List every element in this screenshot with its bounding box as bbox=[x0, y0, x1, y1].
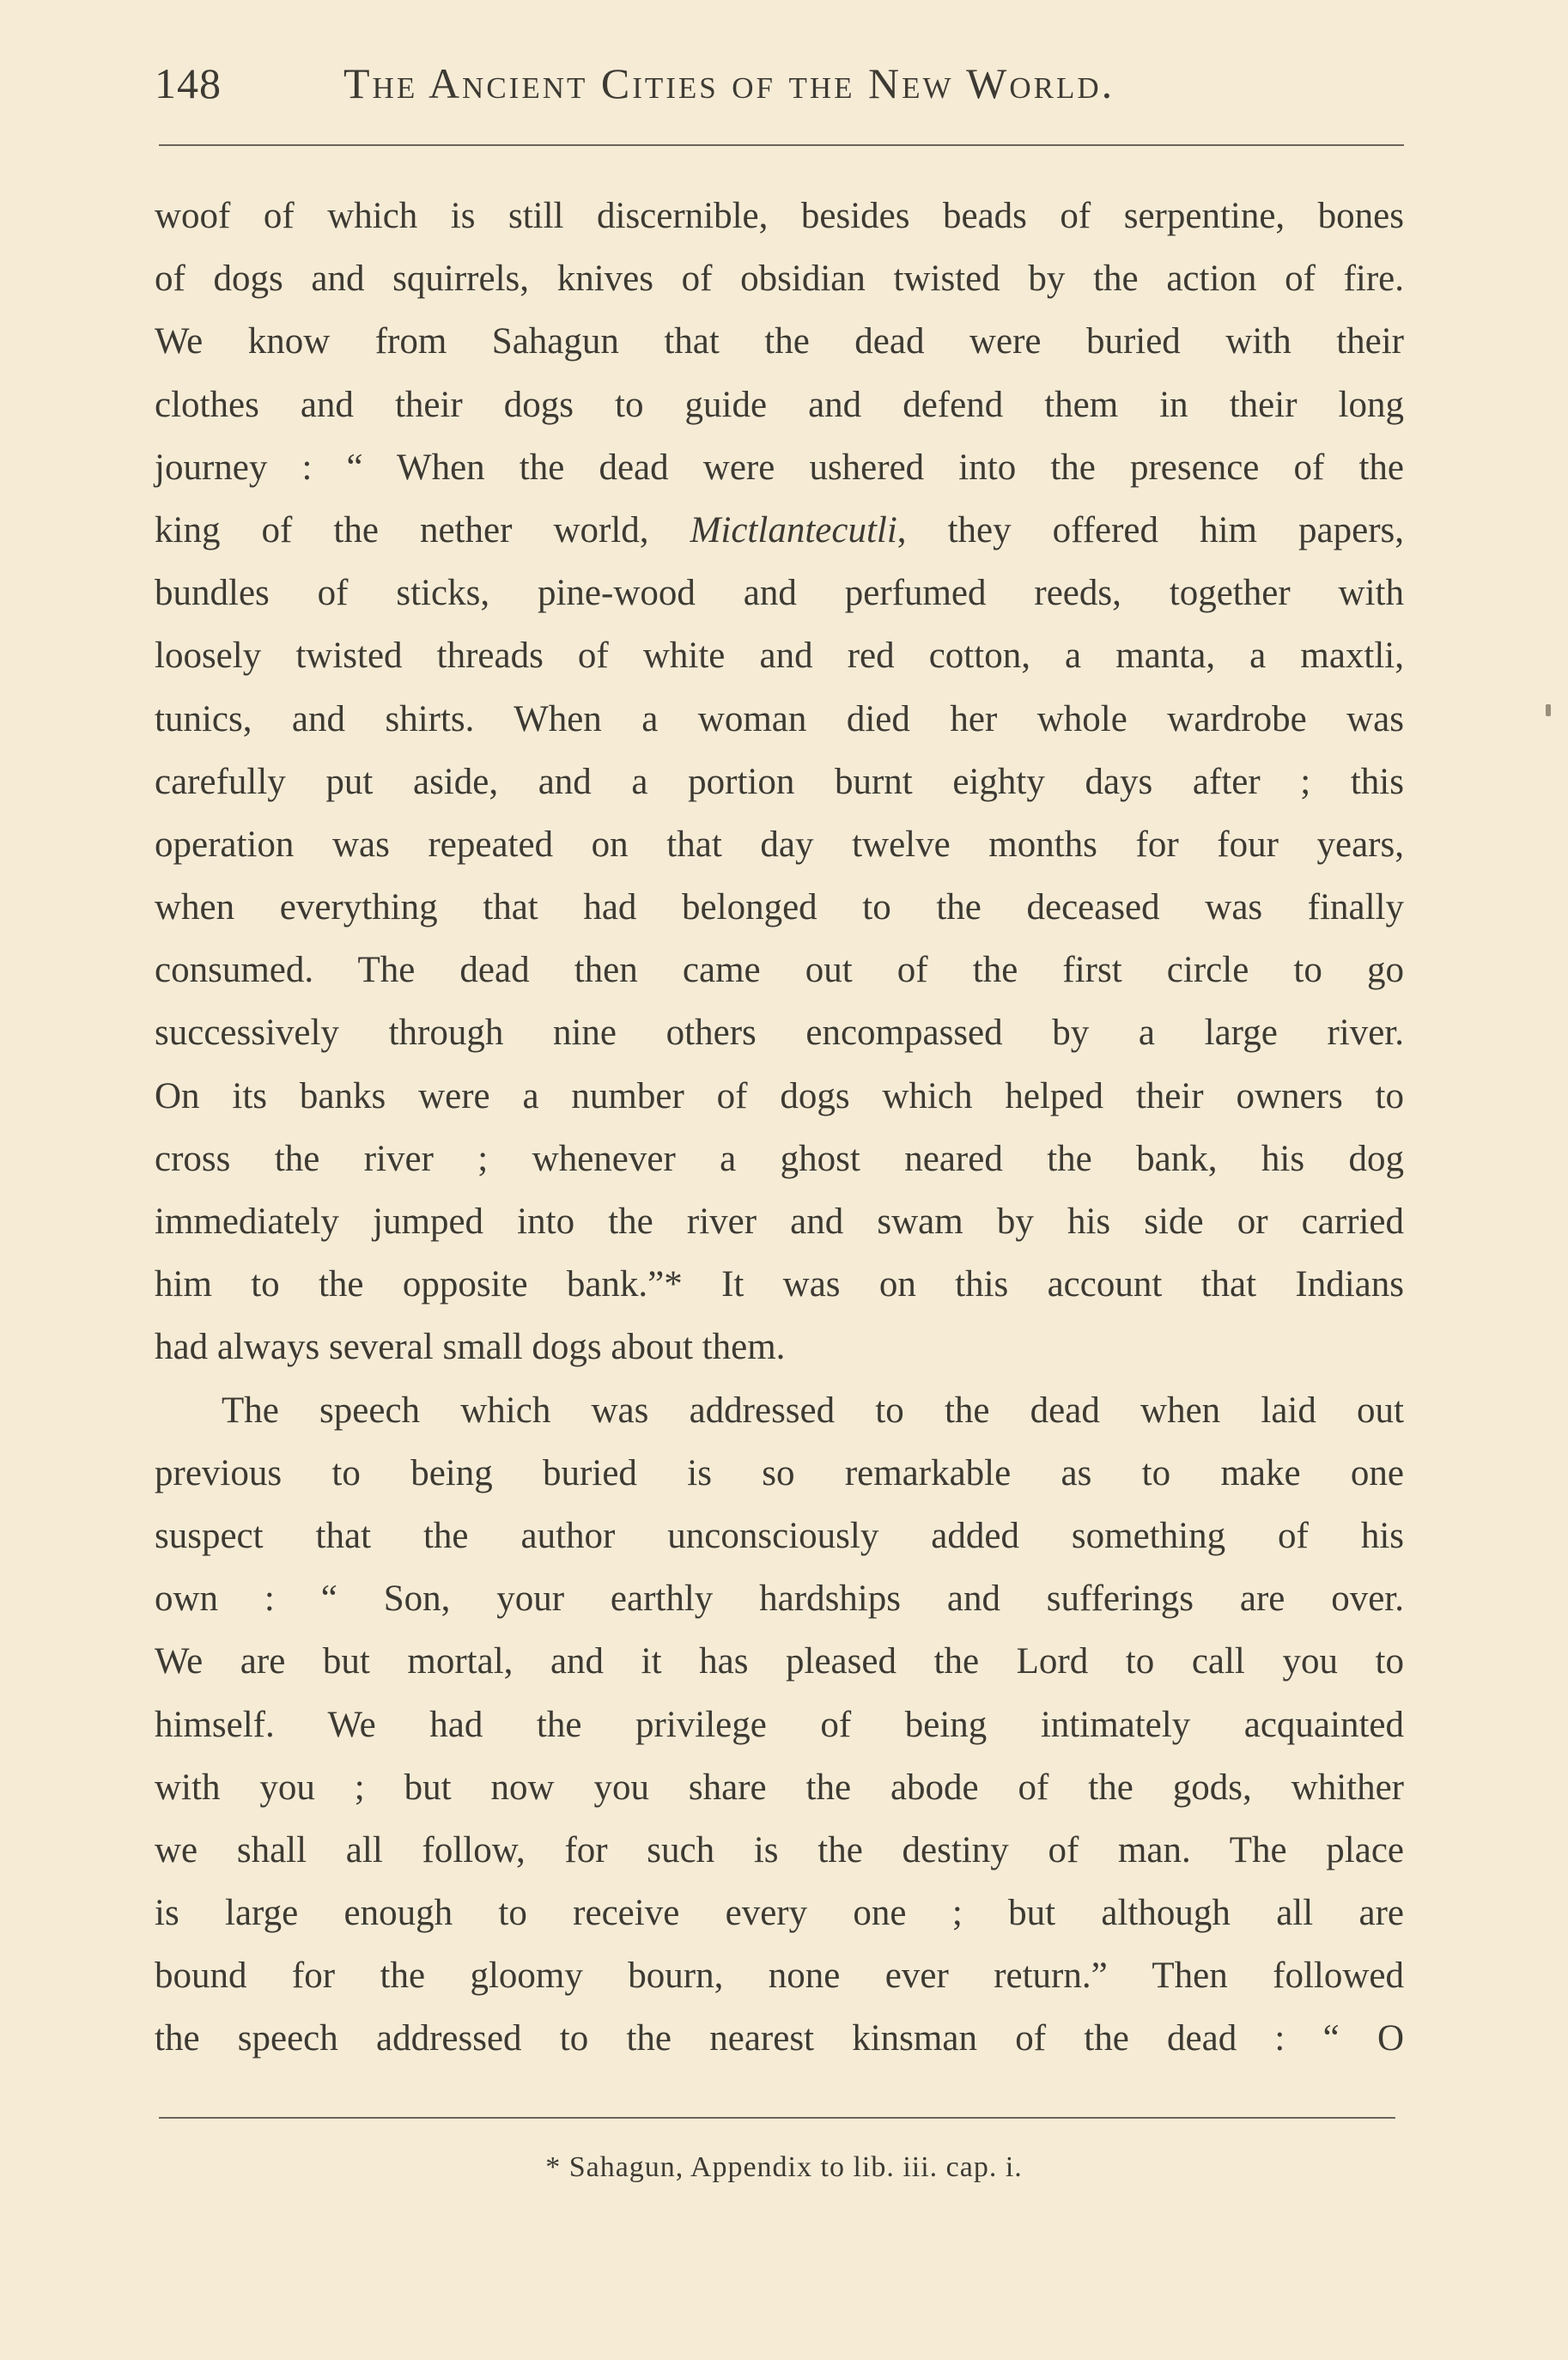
text-line: with you ; but now you share the abode of the gods, whither bbox=[155, 1767, 1404, 1808]
text-line: bundles of sticks, pine-wood and perfumed reeds, together with bbox=[155, 573, 1404, 614]
text-line: journey : “ When the dead were ushered into the presence of the bbox=[155, 447, 1404, 488]
text-line: cross the river ; whenever a ghost neared the bank, his dog bbox=[155, 1138, 1404, 1179]
text-line: operation was repeated on that day twelve months for four years, bbox=[155, 824, 1404, 865]
text-line: immediately jumped into the river and swam by his side or carried bbox=[155, 1201, 1404, 1242]
margin-mark bbox=[1546, 704, 1551, 716]
text-line: the speech addressed to the nearest kinsman of the dead : “ O bbox=[155, 2018, 1404, 2059]
text-line: loosely twisted threads of white and red cotton, a manta, a maxtli, bbox=[155, 636, 1404, 677]
text-line: of dogs and squirrels, knives of obsidian twisted by the action of fire. bbox=[155, 259, 1404, 300]
text-line: suspect that the author unconsciously added something of his bbox=[155, 1515, 1404, 1556]
text-line: is large enough to receive every one ; but although all are bbox=[155, 1893, 1404, 1934]
text-line: successively through nine others encompassed by a large river. bbox=[155, 1013, 1404, 1054]
text-line: clothes and their dogs to guide and defend them in their long bbox=[155, 384, 1404, 425]
running-head bbox=[155, 58, 1408, 119]
text-line: We know from Sahagun that the dead were buried with their bbox=[155, 321, 1404, 362]
text-line: carefully put aside, and a portion burnt eighty days after ; this bbox=[155, 761, 1404, 802]
text-line: tunics, and shirts. When a woman died her whole wardrobe was bbox=[155, 698, 1404, 739]
page-number: 148 bbox=[155, 59, 222, 107]
text-line: himself. We had the privilege of being intimately acquainted bbox=[155, 1704, 1404, 1745]
text-line: consumed. The dead then came out of the first circle to go bbox=[155, 950, 1404, 991]
italic-name: Mictlantecutli bbox=[690, 509, 897, 550]
text-line: own : “ Son, your earthly hardships and sufferings are over. bbox=[155, 1578, 1404, 1620]
text-line: woof of which is still discernible, besides beads of serpentine, bones bbox=[155, 196, 1404, 236]
header-rule bbox=[159, 144, 1404, 146]
footnote: * Sahagun, Appendix to lib. iii. cap. i. bbox=[545, 2151, 1023, 2183]
body-text bbox=[155, 185, 1404, 2071]
text-line: On its banks were a number of dogs which helped their owners to bbox=[155, 1075, 1404, 1116]
text-line: we shall all follow, for such is the destiny of man. The place bbox=[155, 1829, 1404, 1870]
paragraph-start-line: The speech which was addressed to the dead when laid out bbox=[222, 1390, 1404, 1431]
text-line: king of the nether world, Mictlantecutli, they offered him papers, bbox=[155, 509, 1404, 550]
text-line: him to the opposite bank.”* It was on this account that Indians bbox=[155, 1264, 1404, 1305]
text-line: had always several small dogs about them. bbox=[155, 1327, 786, 1368]
text-line: bound for the gloomy bourn, none ever return.” Then followed bbox=[155, 1956, 1404, 1997]
text-line: when everything that had belonged to the deceased was finally bbox=[155, 887, 1404, 928]
text-line: We are but mortal, and it has pleased the Lord to call you to bbox=[155, 1641, 1404, 1682]
text-line: previous to being buried is so remarkable as to make one bbox=[155, 1452, 1404, 1493]
book-title: The Ancient Cities of the New World. bbox=[343, 59, 1115, 107]
footnote-rule bbox=[159, 2117, 1395, 2119]
